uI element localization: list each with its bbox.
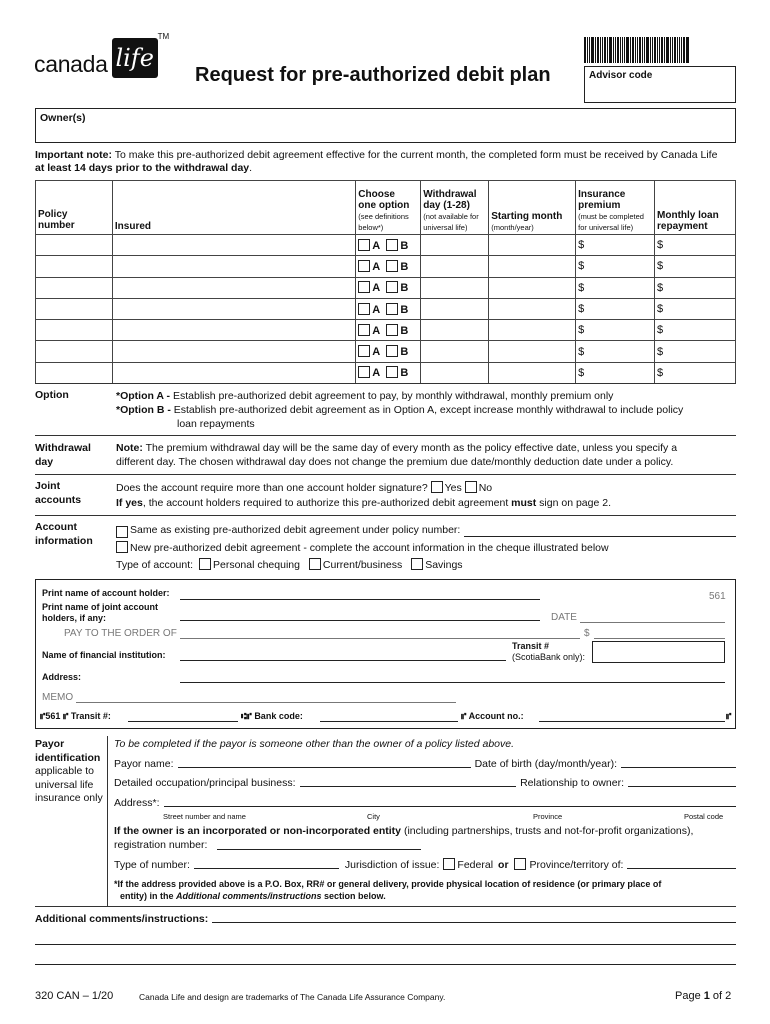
- payor-name-label: Payor name:: [114, 758, 174, 770]
- joint-question: Does the account require more than one account holder signature?: [116, 482, 428, 494]
- policy-number-cell[interactable]: [36, 235, 113, 256]
- currency-symbol: $: [578, 366, 585, 379]
- cheque-date-label: DATE: [551, 612, 577, 623]
- col-insurance-sub2: for universal life): [578, 223, 634, 232]
- savings-label: Savings: [425, 559, 463, 571]
- col-insurance-l1: Insurance: [578, 189, 626, 200]
- monthly-loan-cell[interactable]: [655, 341, 736, 362]
- page-number: [675, 990, 731, 1002]
- col-withdrawal-l2: day (1-28): [423, 200, 470, 211]
- col-insurance-l2: premium: [578, 200, 621, 211]
- monthly-loan-cell[interactable]: [655, 362, 736, 383]
- insured-cell[interactable]: [112, 298, 355, 319]
- payor-registration-label: registration number:: [114, 838, 208, 851]
- insurance-premium-cell[interactable]: [576, 298, 655, 319]
- province-territory-label: Province/territory of:: [529, 859, 624, 871]
- option-a-checkbox[interactable]: [358, 324, 370, 336]
- option-label: Option: [35, 389, 69, 401]
- payor-footnote-l2a: entity) in the: [120, 891, 176, 901]
- currency-symbol: $: [578, 324, 585, 337]
- policy-number-cell[interactable]: [36, 298, 113, 319]
- col-withdrawal-l1: Withdrawal: [423, 189, 477, 200]
- account-type-row: [116, 557, 736, 575]
- payor-footnote-l1: *If the address provided above is a P.O. Box, RR# or general delivery, provide physical location of residence (or primary place of: [114, 879, 662, 889]
- logo-script-box: [112, 38, 158, 78]
- currency-symbol: $: [578, 345, 585, 358]
- payor-type-label: Type of number:: [114, 859, 190, 871]
- savings-checkbox[interactable]: [411, 558, 423, 570]
- currency-symbol: $: [657, 366, 664, 379]
- option-b-def: [116, 403, 741, 417]
- insured-cell[interactable]: [112, 362, 355, 383]
- policy-number-cell[interactable]: [36, 362, 113, 383]
- payor-name-field[interactable]: [178, 758, 471, 768]
- joint-no-checkbox[interactable]: [465, 481, 477, 493]
- option-a-checkbox[interactable]: [358, 303, 370, 315]
- payor-entity-bold: If the owner is an incorporated or non-incorporated entity: [114, 825, 402, 837]
- option-b-checkbox[interactable]: [386, 366, 398, 378]
- col-insured-label: Insured: [114, 221, 152, 232]
- table-row: [36, 277, 736, 298]
- option-a-label: A: [372, 346, 381, 359]
- table-row: [36, 298, 736, 319]
- important-note-end: .: [249, 162, 253, 174]
- col-choose-l1: Choose: [358, 189, 395, 200]
- or-label: or: [498, 859, 509, 871]
- option-cell: [356, 256, 421, 277]
- advisor-code-label: Advisor code: [589, 70, 653, 81]
- currency-symbol: $: [657, 281, 664, 294]
- logo-tm: TM: [157, 32, 170, 41]
- option-cell: [356, 277, 421, 298]
- option-cell: [356, 235, 421, 256]
- personal-chequing-checkbox[interactable]: [199, 558, 211, 570]
- withdrawal-note-lead: Note:: [116, 442, 143, 454]
- col-withdrawal-sub2: universal life): [423, 223, 468, 232]
- currency-symbol: $: [578, 281, 585, 294]
- option-b-checkbox[interactable]: [386, 303, 398, 315]
- joint-question-row: [116, 481, 741, 496]
- micr-account-text: Account no.:: [468, 711, 524, 721]
- micr-bank-field[interactable]: [320, 709, 458, 722]
- comments-label: Additional comments/instructions:: [35, 913, 209, 925]
- account-type-label: Type of account:: [116, 559, 194, 571]
- comments-field-line1[interactable]: [212, 913, 736, 923]
- account-info-label: [35, 520, 93, 548]
- insurance-premium-cell[interactable]: [576, 256, 655, 277]
- federal-label: Federal: [457, 859, 494, 871]
- insurance-premium-cell[interactable]: [576, 277, 655, 298]
- account-label-l1: Account: [35, 521, 77, 533]
- option-a-checkbox[interactable]: [358, 260, 370, 272]
- payor-footnote-l2b: Additional comments/instructions: [176, 891, 322, 901]
- insurance-premium-cell[interactable]: [576, 341, 655, 362]
- province-territory-field[interactable]: [627, 859, 736, 869]
- important-note-text: To make this pre-authorized debit agreement effective for the current month, the completed form must be received by Canada Life: [112, 149, 718, 161]
- cheque-memo-label: MEMO: [42, 692, 74, 703]
- policy-table: [35, 180, 736, 384]
- payor-address-field[interactable]: [164, 797, 736, 807]
- currency-symbol: $: [657, 239, 664, 252]
- option-b-label: B: [400, 303, 409, 316]
- policy-number-cell[interactable]: [36, 320, 113, 341]
- insured-cell[interactable]: [112, 277, 355, 298]
- payor-address-label: Address*:: [114, 797, 160, 809]
- monthly-loan-cell[interactable]: [655, 256, 736, 277]
- option-a-def: [116, 389, 741, 403]
- option-a-text: Establish pre-authorized debit agreement to pay, by monthly withdrawal, monthly premium only: [170, 390, 614, 402]
- cheque-fi-label: Name of financial institution:: [42, 650, 166, 660]
- divider: [35, 435, 736, 436]
- withdrawal-label-l2: day: [35, 456, 54, 468]
- starting-month-cell[interactable]: [489, 277, 576, 298]
- col-policy-number-l2: number: [38, 220, 75, 231]
- option-b-label: B: [400, 367, 409, 380]
- cheque-pay-to-field[interactable]: [180, 626, 580, 639]
- current-business-checkbox[interactable]: [309, 558, 321, 570]
- new-agreement-checkbox[interactable]: [116, 541, 128, 553]
- option-cell: [356, 341, 421, 362]
- existing-policy-number-field[interactable]: [464, 525, 736, 537]
- payor-relationship-field[interactable]: [628, 777, 736, 787]
- insurance-premium-cell[interactable]: [576, 362, 655, 383]
- withdrawal-label-l1: Withdrawal: [35, 442, 91, 454]
- col-starting-label: Starting month: [491, 211, 563, 222]
- insured-cell[interactable]: [112, 341, 355, 362]
- micr-bank-label: ⑆⑈ Bank code:: [241, 711, 303, 721]
- personal-chequing-label: Personal chequing: [212, 559, 300, 571]
- payor-intro: To be completed if the payor is someone other than the owner of a policy listed above.: [114, 738, 515, 750]
- cheque-amount-field[interactable]: [594, 626, 725, 639]
- option-a-label: A: [372, 239, 381, 252]
- currency-symbol: $: [578, 303, 585, 316]
- withdrawal-day-cell[interactable]: [421, 298, 489, 319]
- logo-script-text: life: [115, 44, 154, 72]
- joint-ifyes-lead: If yes: [116, 497, 143, 509]
- withdrawal-day-cell[interactable]: [421, 341, 489, 362]
- table-row: [36, 362, 736, 383]
- cheque-transit-label: [512, 641, 585, 663]
- option-a-label: A: [372, 324, 381, 337]
- cheque-address-label: Address:: [42, 672, 82, 682]
- table-row: [36, 256, 736, 277]
- cheque-dollar-sign: $: [584, 628, 590, 639]
- option-b-label: B: [400, 260, 409, 273]
- joint-must: must: [511, 497, 537, 509]
- withdrawal-day-label: [35, 441, 91, 469]
- owner-label: Owner(s): [40, 112, 86, 124]
- option-b-checkbox[interactable]: [386, 281, 398, 293]
- starting-month-cell[interactable]: [489, 235, 576, 256]
- option-a-lead: *Option A -: [116, 390, 171, 402]
- payor-relationship-label: Relationship to owner:: [520, 777, 624, 789]
- col-monthly-l2: repayment: [657, 221, 708, 232]
- option-b-checkbox[interactable]: [386, 260, 398, 272]
- comments-field-line2[interactable]: [35, 935, 736, 945]
- option-a-checkbox[interactable]: [358, 345, 370, 357]
- new-agreement-row: [116, 540, 736, 558]
- payor-street-caption: Street number and name: [163, 812, 246, 821]
- col-choose-sub2: below*): [358, 223, 384, 232]
- col-choose-option: [356, 181, 421, 235]
- cheque-joint-label: [42, 602, 158, 624]
- withdrawal-note-text: The premium withdrawal day will be the same day of every month as the policy effective date, unless you specify a: [142, 442, 678, 454]
- starting-month-cell[interactable]: [489, 320, 576, 341]
- option-a-checkbox[interactable]: [358, 281, 370, 293]
- important-note-deadline: at least 14 days prior to the withdrawal day: [35, 162, 250, 174]
- account-label-l2: information: [35, 535, 93, 547]
- payor-dob-label: Date of birth (day/month/year):: [474, 758, 617, 770]
- monthly-loan-cell[interactable]: [655, 320, 736, 341]
- payor-label-l1: Payor: [35, 738, 65, 750]
- option-b-label: B: [400, 239, 409, 252]
- table-row: [36, 320, 736, 341]
- trademark-notice: Canada Life and design are trademarks of The Canada Life Assurance Company.: [139, 992, 446, 1002]
- important-note: [35, 149, 740, 175]
- joint-ifyes-text: , the account holders required to authorize this pre-authorized debit agreement: [142, 497, 512, 509]
- payor-registration-field[interactable]: [217, 840, 421, 850]
- cheque-scotia-note: (ScotiaBank only):: [512, 652, 586, 662]
- payor-occupation-label: Detailed occupation/principal business:: [114, 777, 296, 789]
- col-withdrawal-sub1: (not available for: [423, 212, 479, 221]
- joint-yes-checkbox[interactable]: [431, 481, 443, 493]
- payor-dob-field[interactable]: [621, 758, 736, 768]
- micr-bank-text: Bank code:: [254, 711, 303, 721]
- payor-footnote: [114, 878, 739, 902]
- micr-symbol: ⑈: [726, 711, 732, 721]
- province-territory-checkbox[interactable]: [514, 858, 526, 870]
- option-b-checkbox[interactable]: [386, 239, 398, 251]
- payor-entity-text: [114, 825, 739, 852]
- divider: [35, 474, 736, 475]
- option-b-text: Establish pre-authorized debit agreement as in Option A, except increase monthly withdrawal to include policy: [170, 404, 684, 416]
- option-b-checkbox[interactable]: [386, 345, 398, 357]
- owner-field[interactable]: [35, 108, 736, 143]
- cheque-fi-field[interactable]: [180, 647, 506, 661]
- payor-occupation-field[interactable]: [300, 777, 517, 787]
- cheque-joint-l2: holders, if any:: [42, 613, 107, 623]
- joint-accounts-label: [35, 479, 81, 507]
- payor-occupation-row: [114, 777, 736, 789]
- col-policy-number-l1: Policy: [38, 209, 68, 220]
- payor-type-field[interactable]: [194, 859, 339, 869]
- insurance-premium-cell[interactable]: [576, 320, 655, 341]
- option-b-def-cont: [116, 417, 741, 431]
- option-a-label: A: [372, 282, 381, 295]
- divider: [35, 906, 736, 907]
- payor-label-l2: identification: [35, 751, 101, 764]
- cheque-date-field[interactable]: [580, 610, 725, 623]
- page-title: Request for pre-authorized debit plan: [195, 64, 551, 86]
- payor-postal-caption: Postal code: [684, 812, 724, 821]
- logo-brand-text: canada: [34, 51, 108, 77]
- page-label: Page: [675, 990, 704, 1002]
- withdrawal-day-cell[interactable]: [421, 320, 489, 341]
- cheque-pay-to-label: PAY TO THE ORDER OF: [64, 628, 177, 639]
- advisor-code-field[interactable]: [584, 66, 736, 103]
- currency-symbol: $: [578, 260, 585, 273]
- cheque-memo-line: [76, 690, 456, 703]
- cheque-holder-field[interactable]: [180, 586, 540, 600]
- cheque-joint-l1: Print name of joint account: [42, 602, 159, 612]
- joint-label-l2: accounts: [35, 494, 82, 506]
- option-a-checkbox[interactable]: [358, 366, 370, 378]
- policy-number-cell[interactable]: [36, 277, 113, 298]
- payor-label-l4: universal life: [35, 778, 94, 791]
- payor-province-caption: Province: [533, 812, 563, 821]
- policy-number-cell[interactable]: [36, 256, 113, 277]
- payor-jurisdiction-label: Jurisdiction of issue:: [344, 859, 440, 871]
- payor-vertical-rule: [107, 736, 108, 906]
- col-starting-sub: (month/year): [491, 223, 534, 232]
- monthly-loan-cell[interactable]: [655, 298, 736, 319]
- micr-cheque-number: 561: [45, 711, 61, 721]
- joint-label-l1: Joint: [35, 480, 61, 492]
- cheque-holder-label: Print name of account holder:: [42, 588, 170, 598]
- payor-label-l5: insurance only: [35, 792, 103, 804]
- col-insurance-premium: [576, 181, 655, 235]
- same-agreement-label: Same as existing pre-authorized debit agreement under policy number:: [130, 524, 461, 536]
- form-code: 320 CAN – 1/20: [35, 990, 114, 1002]
- same-agreement-checkbox[interactable]: [116, 526, 128, 538]
- cheque-transit-field[interactable]: [592, 641, 725, 663]
- option-a-label: A: [372, 367, 381, 380]
- cheque-illustration: [35, 579, 736, 729]
- joint-accounts-content: [116, 481, 741, 511]
- insured-cell[interactable]: [112, 256, 355, 277]
- cheque-address-field[interactable]: [180, 669, 725, 683]
- page-total: of 2: [709, 990, 732, 1002]
- payor-city-caption: City: [367, 812, 380, 821]
- option-b-label: B: [400, 346, 409, 359]
- micr-transit-label: Transit #:: [70, 711, 111, 721]
- joint-ifyes-end: sign on page 2.: [536, 497, 611, 509]
- option-b-text2: loan repayments: [177, 418, 255, 430]
- current-business-label: Current/business: [322, 559, 403, 571]
- withdrawal-note: [116, 441, 741, 469]
- currency-symbol: $: [657, 345, 664, 358]
- option-b-checkbox[interactable]: [386, 324, 398, 336]
- option-a-label: A: [372, 303, 381, 316]
- new-agreement-label: New pre-authorized debit agreement - complete the account information in the cheque illustrated below: [130, 541, 609, 554]
- joint-no-label: No: [478, 482, 493, 494]
- monthly-loan-cell[interactable]: [655, 235, 736, 256]
- currency-symbol: $: [657, 260, 664, 273]
- monthly-loan-cell[interactable]: [655, 277, 736, 298]
- cheque-number: 561: [709, 591, 726, 602]
- option-cell: [356, 362, 421, 383]
- option-b-label: B: [400, 324, 409, 337]
- payor-footnote-l2c: section below.: [321, 891, 386, 901]
- starting-month-cell[interactable]: [489, 256, 576, 277]
- col-choose-l2: one option: [358, 200, 410, 211]
- company-logo: [34, 32, 170, 78]
- payor-entity-rest: (including partnerships, trusts and not-for-profit organizations),: [401, 825, 694, 837]
- withdrawal-day-cell[interactable]: [421, 277, 489, 298]
- col-monthly-l1: Monthly loan: [657, 210, 719, 221]
- payor-type-row: [114, 858, 736, 871]
- joint-ifyes: [116, 496, 741, 511]
- col-monthly-loan: [655, 181, 736, 235]
- col-withdrawal-day: [421, 181, 489, 235]
- currency-symbol: $: [657, 303, 664, 316]
- micr-symbol: ⑈: [40, 711, 46, 721]
- option-definitions: [116, 389, 741, 431]
- withdrawal-day-cell[interactable]: [421, 362, 489, 383]
- withdrawal-note-text2: different day. The chosen withdrawal day does not change the premium due date/monthly deduction date under a policy.: [116, 456, 674, 468]
- option-cell: [356, 320, 421, 341]
- divider: [35, 515, 736, 516]
- micr-transit-field[interactable]: [128, 709, 238, 722]
- cheque-joint-field[interactable]: [180, 607, 540, 621]
- option-cell: [356, 298, 421, 319]
- account-info-content: [116, 522, 736, 575]
- option-b-lead: *Option B -: [116, 404, 171, 416]
- micr-account-label: ⑈ Account no.:: [461, 711, 524, 721]
- starting-month-cell[interactable]: [489, 298, 576, 319]
- payor-label: [35, 738, 103, 806]
- currency-symbol: $: [657, 324, 664, 337]
- insured-cell[interactable]: [112, 235, 355, 256]
- payor-name-row: [114, 758, 736, 770]
- form-barcode: [584, 37, 736, 63]
- payor-address-row: [114, 797, 736, 809]
- joint-yes-label: Yes: [444, 482, 462, 494]
- table-row: [36, 235, 736, 256]
- col-insurance-sub1: (must be completed: [578, 212, 644, 221]
- same-agreement-row: [116, 522, 736, 540]
- divider: [35, 383, 736, 384]
- withdrawal-day-cell[interactable]: [421, 235, 489, 256]
- option-a-label: A: [372, 260, 381, 273]
- starting-month-cell[interactable]: [489, 341, 576, 362]
- important-note-lead: Important note:: [35, 149, 112, 161]
- col-starting-month: [489, 181, 576, 235]
- option-a-checkbox[interactable]: [358, 239, 370, 251]
- comments-row: [35, 913, 736, 925]
- payor-label-l3: applicable to: [35, 765, 94, 777]
- currency-symbol: $: [578, 239, 585, 252]
- insured-cell[interactable]: [112, 320, 355, 341]
- policy-number-cell[interactable]: [36, 341, 113, 362]
- col-policy-number: [36, 181, 113, 235]
- table-row: [36, 341, 736, 362]
- cheque-transit-title: Transit #: [512, 641, 550, 651]
- starting-month-cell[interactable]: [489, 362, 576, 383]
- comments-field-line3[interactable]: [35, 955, 736, 965]
- insurance-premium-cell[interactable]: [576, 235, 655, 256]
- withdrawal-day-cell[interactable]: [421, 256, 489, 277]
- micr-symbol: ⑈: [60, 711, 69, 721]
- col-choose-sub1: (see definitions: [358, 212, 409, 221]
- col-insured: [112, 181, 355, 235]
- option-b-label: B: [400, 282, 409, 295]
- micr-account-field[interactable]: [539, 709, 725, 722]
- federal-checkbox[interactable]: [443, 858, 455, 870]
- page-current: 1: [703, 990, 710, 1002]
